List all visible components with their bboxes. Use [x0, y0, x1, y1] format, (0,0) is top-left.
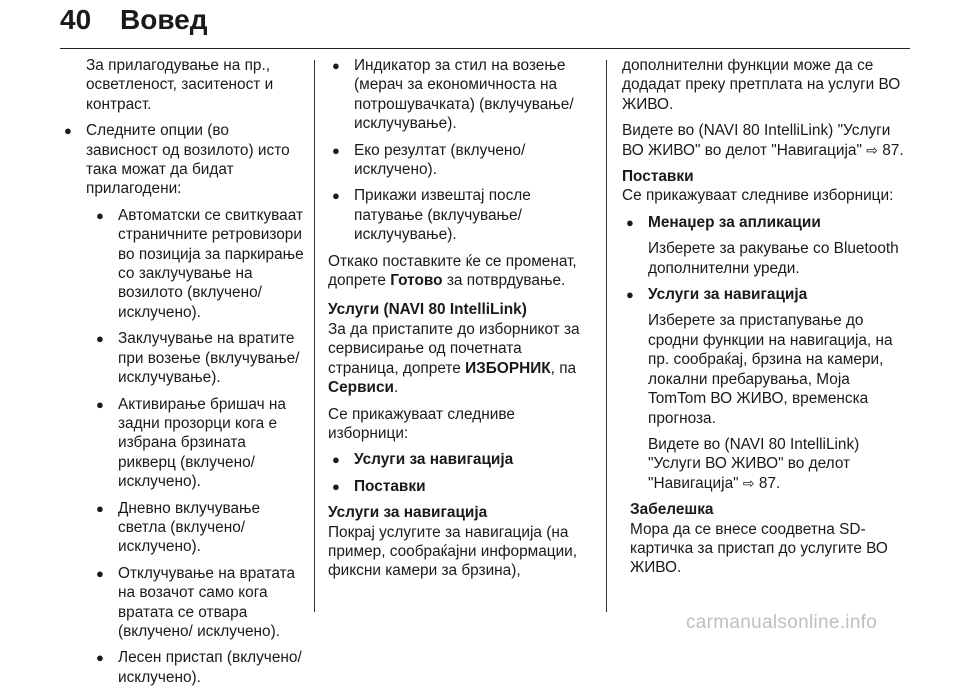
done-keyword: Готово	[390, 272, 443, 290]
page-header	[60, 0, 910, 48]
list-item: ● Еко резултат (вклучено/ исклучено).	[328, 141, 596, 180]
list-item: ● Дневно вклучување светла (вклучено/исклучено).	[92, 499, 304, 557]
settings-heading: Поставки	[622, 168, 694, 186]
intro-text: За прилагодување на пр., осветленост, заситеност и контраст.	[86, 57, 274, 113]
see-reference: Видете во (NAVI 80 IntelliLink) "Услуги ВО ЖИВО" во делот "Навигација" ⇨ 87.	[622, 122, 904, 159]
list-item: ● Индикатор за стил на возење (мерач за економичноста на потрошувачката) (вклучување/ исклучување).	[328, 56, 596, 134]
continued-text: дополнителни функции може да се додадат преку претплата на услуги ВО ЖИВО.	[622, 57, 901, 113]
item2-see-reference: Видете во (NAVI 80 IntelliLink) "Услуги ВО ЖИВО" во делот "Навигација" ⇨ 87.	[648, 435, 860, 492]
list-item: ● Автоматски се свиткуваат страничните ретровизори во позиција за паркирање со заклучување на возилото (вклучено/ исклучено).	[92, 206, 304, 322]
services-heading: Услуги (NAVI 80 IntelliLink)	[328, 301, 527, 319]
list-item: ● Услуги за навигација	[622, 285, 910, 304]
note-heading: Забелешка	[630, 501, 714, 519]
item2-description: Изберете за пристапување до сродни функции на навигација, на пр. сообраќај, брзина на камери, локални пребарувања, Моја TomTom ВО ЖИВО, временска прогноза.	[648, 312, 893, 427]
header-divider	[60, 48, 910, 49]
page-reference-icon: ⇨	[866, 141, 878, 158]
list-item: ● Прикажи извештај после патување (вклучување/ исклучување).	[328, 186, 596, 244]
page-number: 40	[60, 4, 92, 35]
column-2	[328, 56, 596, 588]
watermark: carmanualsonline.info	[686, 612, 878, 633]
page-reference-icon: ⇨	[742, 474, 755, 491]
column-1	[60, 56, 304, 694]
list-item: ● Услуги за навигација	[328, 450, 596, 469]
list-item: ● Лесен пристап (вклучено/ исклучено).	[92, 648, 304, 687]
options-bullet: ● Следните опции (во зависност од возилото) исто така можат да бидат прилагодени:	[60, 121, 304, 199]
column-divider	[606, 60, 607, 612]
options-sublist	[60, 206, 304, 687]
page-title: Вовед	[120, 4, 208, 35]
settings-text: Се прикажуваат следниве изборници:	[622, 187, 894, 205]
item1-description: Изберете за ракување со Bluetooth дополнителни уреди.	[648, 240, 899, 277]
nav-services-text: Покрај услугите за навигација (на пример, сообраќајни информации, фиксни камери за брзина),	[328, 523, 578, 580]
column-divider	[314, 60, 315, 612]
list-item: ● Заклучување на вратите при возење (вклучување/ исклучување).	[92, 329, 304, 387]
list-item: ● Отклучување на вратата на возачот само кога вратата се отвара (вклучено/ исклучено).	[92, 564, 304, 642]
confirm-text: Откако поставките ќе се променат, допрете Готово за потврдување.	[328, 252, 577, 290]
list-item: ● Активирање бришач на задни прозорци кога е избрана брзината рикверц (вклучено/исклучено).	[92, 395, 304, 492]
list-item: ● Поставки	[328, 477, 596, 496]
menu-keyword: ИЗБОРНИК	[465, 359, 551, 377]
services-text: За да пристапите до изборникот за сервисирање од почетната страница, допрете ИЗБОРНИК, па Сервиси.	[328, 320, 580, 397]
column-3	[622, 56, 910, 585]
services-keyword: Сервиси	[328, 379, 395, 397]
shown-menus-text: Се прикажуваат следниве изборници:	[328, 405, 515, 442]
note-text: Мора да се внесе соодветна SD-картичка за пристап до услугите ВО ЖИВО.	[630, 520, 888, 577]
nav-services-heading: Услуги за навигација	[328, 504, 488, 522]
list-item: ● Менаџер за апликации	[622, 213, 910, 232]
